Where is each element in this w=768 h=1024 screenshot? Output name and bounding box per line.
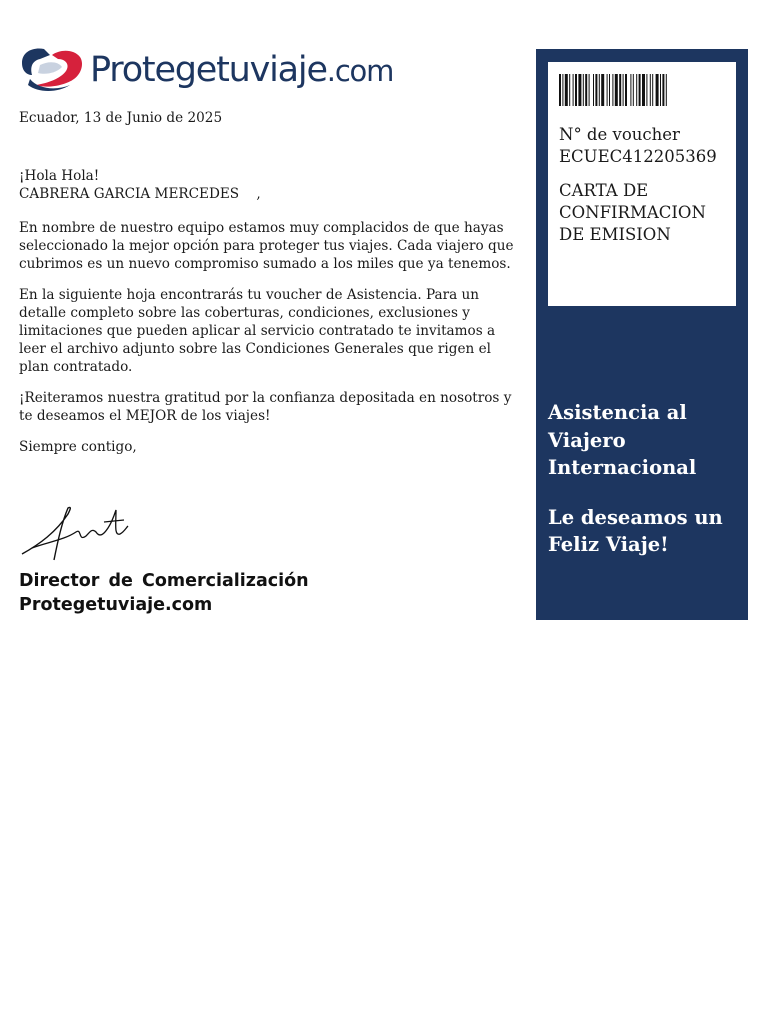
barcode-icon	[559, 74, 725, 106]
brand-name	[90, 49, 394, 90]
company-logo	[18, 44, 393, 96]
salutation-block	[19, 167, 519, 203]
paragraph-1: En nombre de nuestro equipo estamos muy complacidos de que hayas seleccionado la mejor opción para proteger tus viajes. Cada viajero que cubrimos es un nuevo compromiso sumado a los miles que ya tenemos.	[19, 220, 514, 272]
brand-tld: .com	[326, 53, 394, 88]
voucher-info	[559, 124, 735, 258]
handwritten-signature	[20, 502, 132, 564]
signer-block	[19, 569, 309, 617]
voucher-number-block	[559, 124, 735, 168]
slogan-assistance: Asistencia al Viajero Internacional	[548, 401, 697, 479]
brand-part2: tuviaje	[216, 49, 327, 90]
signer-company: Protegetuviaje.com	[19, 595, 213, 615]
umbrella-logo-icon	[18, 45, 84, 95]
voucher-box	[548, 62, 736, 306]
closing: Siempre contigo,	[19, 439, 137, 455]
panel-slogan	[548, 399, 744, 581]
voucher-side-panel	[536, 49, 748, 620]
letter-body	[19, 109, 519, 469]
slogan-wish: Le deseamos un Feliz Viaje!	[548, 505, 723, 556]
paragraph-2: En la siguiente hoja encontrarás tu voucher de Asistencia. Para un detalle completo sobre las coberturas, condiciones, exclusiones y limitaciones que pueden aplicar al servicio contratado te invitamos a leer el archivo adjunto sobre las Condiciones Generales que rigen el plan contratado.	[19, 287, 496, 375]
greeting: ¡Hola Hola!	[19, 168, 100, 184]
letter-date: Ecuador, 13 de Junio de 2025	[19, 110, 223, 126]
voucher-label: N° de voucher	[559, 125, 680, 144]
voucher-number: ECUEC412205369	[559, 147, 717, 166]
paragraph-3: ¡Reiteramos nuestra gratitud por la confianza depositada en nosotros y te deseamos el MEJOR de los viajes!	[19, 390, 512, 424]
recipient-name: CABRERA GARCIA MERCEDES ,	[19, 186, 261, 202]
document-type: CARTA DE CONFIRMACION DE EMISION	[559, 181, 706, 244]
brand-part1: Protege	[90, 49, 217, 90]
signer-title: Director de Comercialización	[19, 571, 309, 591]
